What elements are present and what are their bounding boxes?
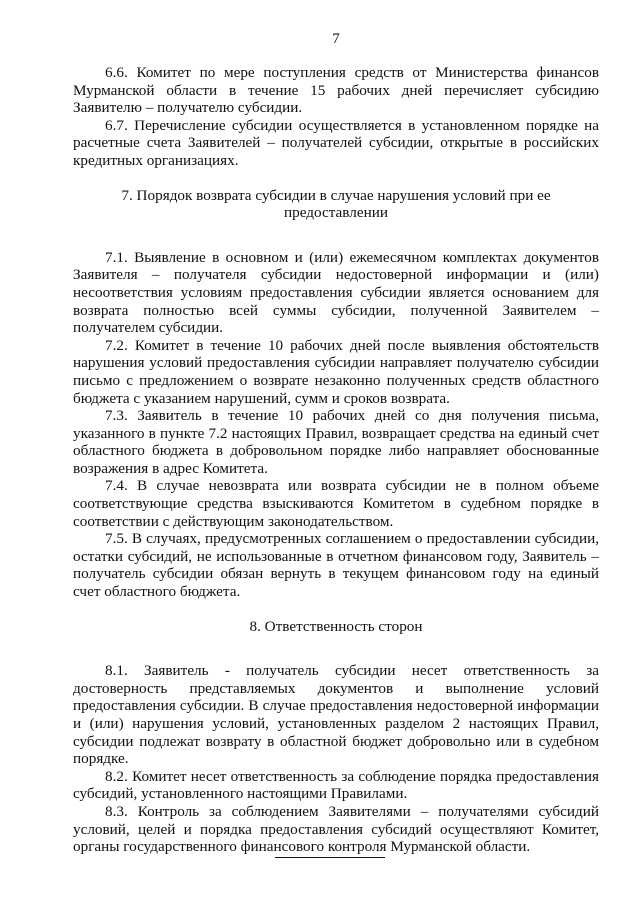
footer-divider — [275, 857, 385, 858]
paragraph-7-4: 7.4. В случае невозврата или возврата субсидии не в полном объеме соответствующие средства взыскиваются Комитетом в судебном порядке в соответствии с действующим законодательством. — [73, 477, 599, 530]
document-body — [73, 64, 599, 856]
paragraph-8-2: 8.2. Комитет несет ответственность за соблюдение порядка предоставления субсидий, установленного настоящими Правилами. — [73, 767, 599, 803]
paragraph-6-7: 6.7. Перечисление субсидии осуществляется в установленном порядке на расчетные счета Заявителей – получателей субсидии, открытые в российских кредитных организациях. — [73, 116, 599, 169]
spacer — [73, 635, 599, 662]
paragraph-7-2: 7.2. Комитет в течение 10 рабочих дней после выявления обстоятельств нарушения условий предоставления субсидии направляет получателю субсидии письмо с предложением о возврате незаконно полученных средств областного бюджета с указанием нарушений, сумм и сроков возврата. — [73, 336, 599, 407]
paragraph-7-5: 7.5. В случаях, предусмотренных соглашением о предоставлении субсидии, остатки субсидий, не использованные в отчетном финансовом году, Заявитель – получатель субсидии обязан вернуть в текущем финансовом году на единый счет областного бюджета. — [73, 530, 599, 601]
paragraph-6-6: 6.6. Комитет по мере поступления средств от Министерства финансов Мурманской области в течение 15 рабочих дней перечисляет субсидию Заявителю – получателю субсидии. — [73, 64, 599, 117]
paragraph-8-3: 8.3. Контроль за соблюдением Заявителями – получателями субсидий условий, целей и порядка предоставления субсидий осуществляют Комитет, органы государственного финансового контроля Мурманской области. — [73, 802, 599, 856]
section-8-heading: 8. Ответственность сторон — [249, 617, 423, 635]
paragraph-8-1: 8.1. Заявитель - получатель субсидии несет ответственность за достоверность представляемых документов и выполнение условий предоставления субсидии. В случае предоставления недостоверной информации и (или) нарушения условий, установленных разделом 2 настоящих Правил, субсидии подлежат возврату в областной бюджет добровольно или в судебном порядке. — [73, 662, 599, 768]
paragraph-7-3: 7.3. Заявитель в течение 10 рабочих дней со дня получения письма, указанного в пункте 7.2 настоящих Правил, возвращает средства на единый счет областного бюджета в добровольном порядке либо направляет обоснованные возражения в адрес Комитета. — [73, 407, 599, 477]
spacer — [73, 170, 599, 187]
spacer — [73, 222, 599, 249]
spacer — [73, 601, 599, 618]
page-number: 7 — [332, 31, 340, 47]
paragraph-7-1: 7.1. Выявление в основном и (или) ежемесячном комплектах документов Заявителя – получателя субсидии недостоверной информации и (или) несоответствия условиям предоставления субсидии является основанием для возврата полностью всей суммы субсидии, полученной Заявителем – получателем субсидии. — [73, 248, 599, 337]
section-7-heading: 7. Порядок возврата субсидии в случае нарушения условий при ее предоставлении — [121, 186, 551, 222]
